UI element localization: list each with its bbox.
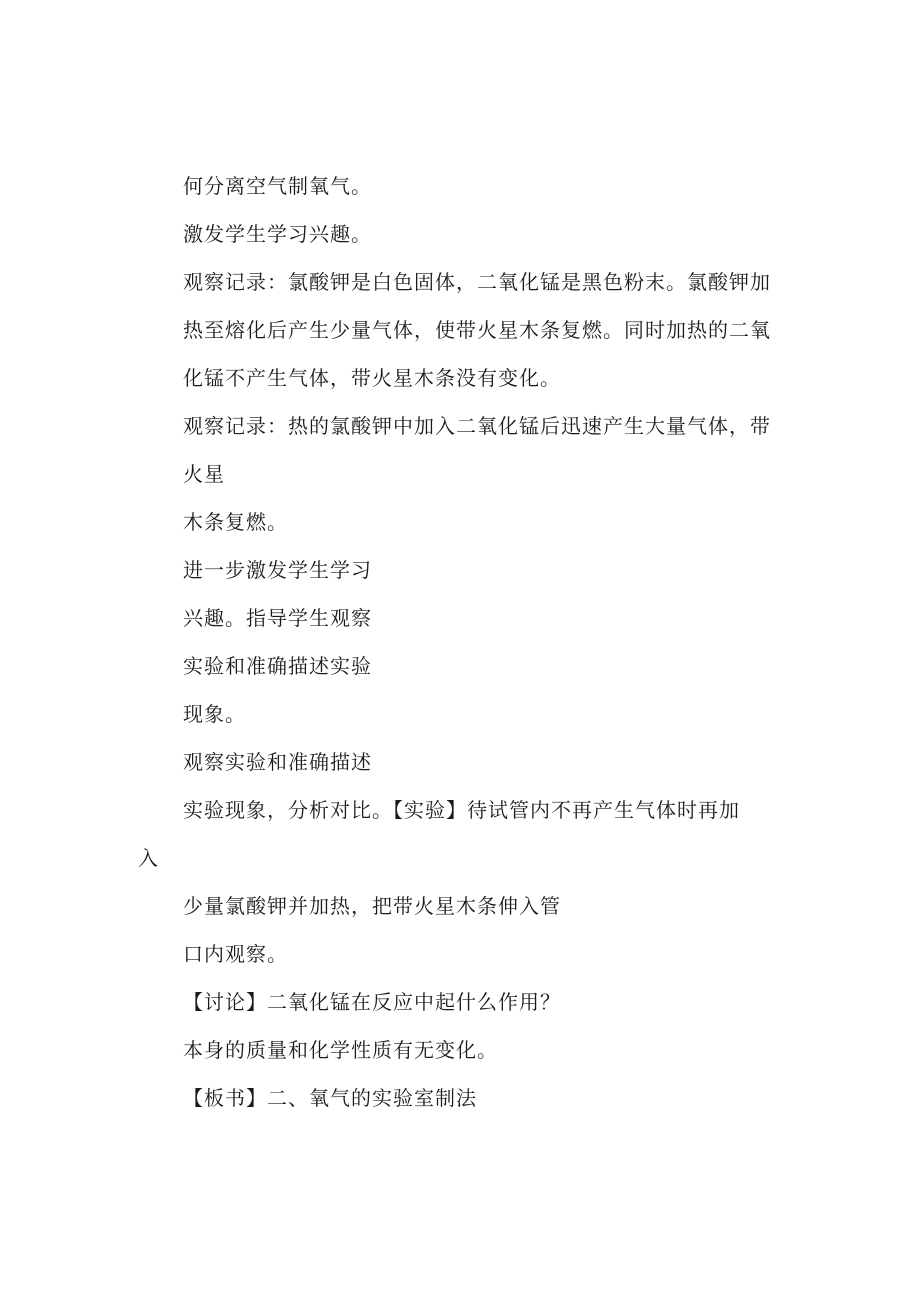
text-line: 本身的质量和化学性质有无变化。 — [183, 1038, 498, 1062]
text-line: 现象。 — [183, 702, 246, 726]
text-line: 激发学生学习兴趣。 — [183, 222, 372, 246]
text-line: 热至熔化后产生少量气体，使带火星木条复燃。同时加热的二氧 — [183, 318, 771, 342]
text-line: 【讨论】二氧化锰在反应中起什么作用？ — [183, 990, 561, 1014]
text-line: 火星 — [183, 462, 225, 486]
text-line: 观察记录：热的氯酸钾中加入二氧化锰后迅速产生大量气体，带 — [183, 414, 771, 438]
text-line: 实验和准确描述实验 — [183, 654, 372, 678]
text-line: 木条复燃。 — [183, 510, 288, 534]
text-line: 实验现象，分析对比。【实验】待试管内不再产生气体时再加 — [183, 798, 740, 822]
text-line: 兴趣。指导学生观察 — [183, 606, 372, 630]
text-line: 化锰不产生气体，带火星木条没有变化。 — [183, 366, 561, 390]
text-line: 口内观察。 — [183, 942, 288, 966]
text-line: 【板书】二、氧气的实验室制法 — [183, 1086, 477, 1110]
text-line: 观察实验和准确描述 — [183, 750, 372, 774]
text-line: 少量氯酸钾并加热，把带火星木条伸入管 — [183, 894, 561, 918]
text-line: 入 — [138, 846, 159, 870]
text-line: 进一步激发学生学习 — [183, 558, 372, 582]
text-line: 何分离空气制氧气。 — [183, 174, 372, 198]
text-line: 观察记录：氯酸钾是白色固体，二氧化锰是黑色粉末。氯酸钾加 — [183, 270, 771, 294]
